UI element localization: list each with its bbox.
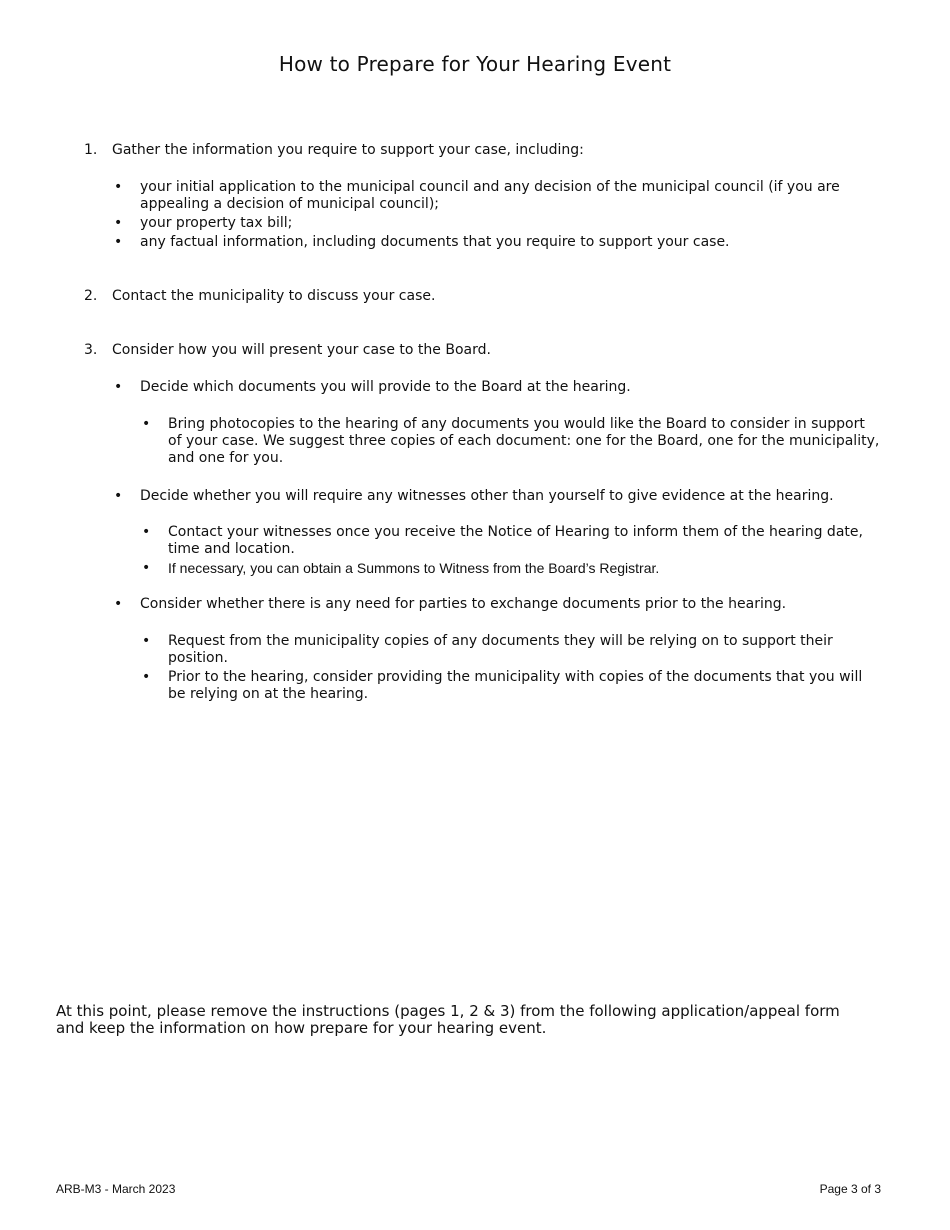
step-3-group-2 (112, 488, 890, 507)
list-item: • your property tax bill; (114, 215, 293, 231)
list-item: • Contact your witnesses once you receive the Notice of Hearing to inform them of the hearing date, time and location. (142, 524, 863, 557)
step-text: Consider how you will present your case to the Board. (112, 342, 491, 358)
step-number: 2. (84, 288, 98, 304)
step-number: 3. (84, 342, 98, 358)
list-item: • Decide whether you will require any witnesses other than yourself to give evidence at the hearing. (114, 488, 834, 504)
list-item: • Prior to the hearing, consider providing the municipality with copies of the documents that you will be relying on at the hearing. (142, 669, 863, 702)
step-text: Gather the information you require to support your case, including: (112, 142, 584, 158)
step-2 (84, 288, 894, 305)
step-1 (84, 142, 894, 159)
step-3-group-3 (112, 596, 890, 615)
step-3-group-1 (112, 379, 890, 398)
bullet-icon: • (114, 488, 123, 504)
bullet-icon: • (142, 416, 151, 432)
list-item: • Request from the municipality copies of any documents they will be relying on to support their position. (142, 633, 833, 666)
bullet-icon: • (114, 234, 123, 250)
form-id: ARB-M3 - March 2023 (56, 1182, 176, 1196)
step-text: Contact the municipality to discuss your case. (112, 288, 436, 304)
bullet-icon: • (114, 179, 123, 195)
bullet-icon: • (114, 596, 123, 612)
step-1-bullets (112, 179, 890, 253)
list-item: • Decide which documents you will provide to the Board at the hearing. (114, 379, 631, 395)
page-number: Page 3 of 3 (819, 1182, 881, 1196)
step-3-group-3-sub (140, 633, 880, 705)
bullet-icon: • (142, 669, 151, 685)
closing-note: At this point, please remove the instructions (pages 1, 2 & 3) from the following application/appeal form and keep the information on how prepare for your hearing event. (56, 1002, 840, 1037)
step-number: 1. (84, 142, 98, 158)
list-item: • your initial application to the municipal council and any decision of the municipal council (if you are appealing a decision of municipal council); (114, 179, 840, 212)
bullet-icon: • (142, 633, 151, 649)
step-3-group-2-sub (140, 524, 880, 580)
list-item: • Bring photocopies to the hearing of any documents you would like the Board to consider in support of your case. We suggest three copies of each document: one for the Board, one for the municipality, and one for you. (142, 416, 880, 466)
step-3-group-1-sub (140, 416, 880, 469)
list-item: • Consider whether there is any need for parties to exchange documents prior to the hearing. (114, 596, 787, 612)
list-item: • any factual information, including documents that you require to support your case. (114, 234, 730, 250)
bullet-icon: • (142, 524, 151, 540)
step-3 (84, 342, 894, 359)
bullet-icon: • (114, 379, 123, 395)
list-item: • If necessary, you can obtain a Summons to Witness from the Board’s Registrar. (142, 560, 660, 576)
bullet-icon: • (114, 215, 123, 231)
bullet-icon: • (142, 560, 151, 576)
page-title: How to Prepare for Your Hearing Event (278, 52, 672, 76)
